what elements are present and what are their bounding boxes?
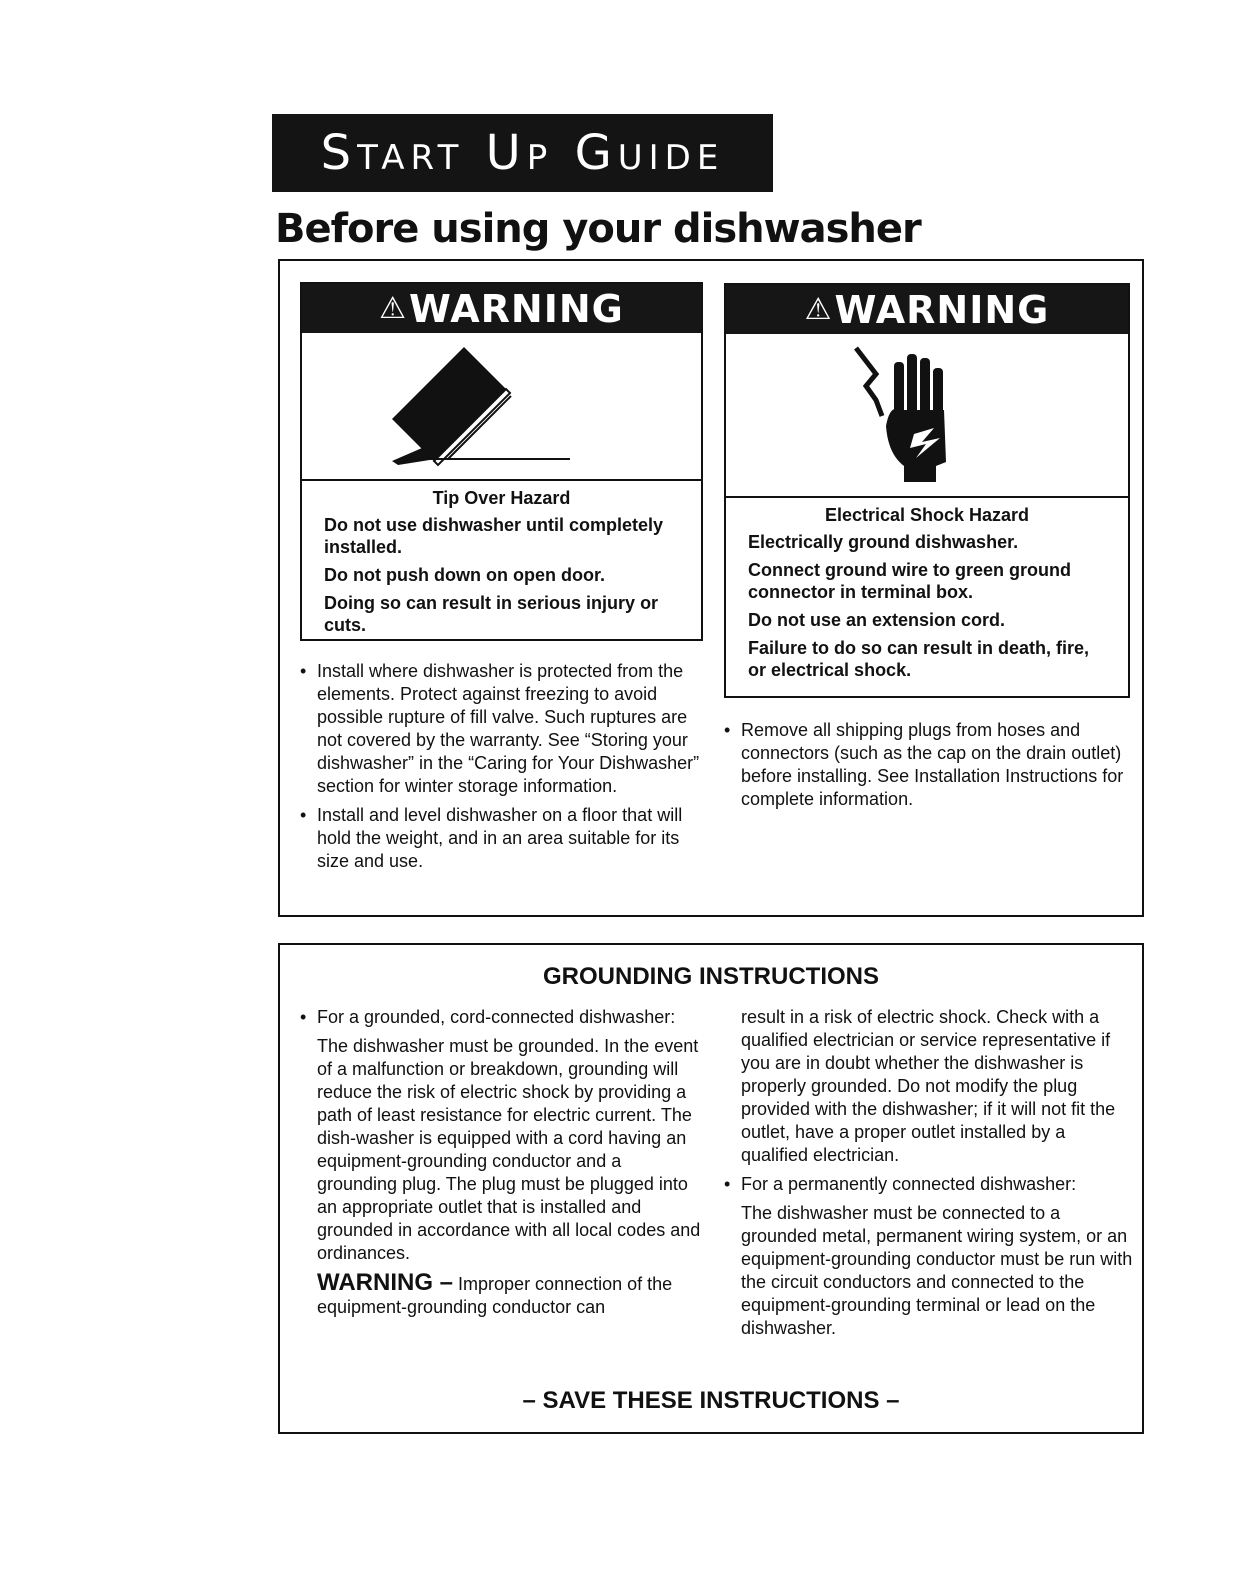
warning-line: Failure to do so can result in death, fire, or electrical shock. bbox=[748, 638, 1090, 680]
list-item: • Remove all shipping plugs from hoses and connectors (such as the cap on the drain outlet) before installing. See Installation Instructions for complete information. bbox=[724, 719, 1128, 811]
cord-body: The dishwasher must be grounded. In the event of a malfunction or breakdown, grounding will reduce the risk of electric shock by providing a path of least resistance for electric current. The dish-washer is equipped with a cord having an equipment-grounding conductor and a grounding plug. The plug must be plugged into an appropriate outlet that is installed and grounded in accordance with all local codes and ordinances. bbox=[317, 1036, 701, 1263]
warning-heading: WARNING bbox=[834, 287, 1050, 332]
warning-header bbox=[726, 285, 1128, 334]
installation-list-right bbox=[724, 719, 1128, 817]
perm-body: The dishwasher must be connected to a grounded metal, permanent wiring system, or an equipment-grounding conductor must be run with the circuit conductors and connected to the equipment-grounding terminal or lead on the dishwasher. bbox=[741, 1203, 1133, 1338]
warning-line: Doing so can result in serious injury or cuts. bbox=[324, 593, 659, 635]
grounding-title: GROUNDING INSTRUCTIONS bbox=[543, 963, 879, 990]
section-title: Before using your dishwasher bbox=[275, 206, 921, 252]
list-item: • For a grounded, cord-connected dishwasher: bbox=[300, 1006, 705, 1029]
banner-title: Start Up Guide bbox=[320, 125, 725, 181]
electrical-shock-warning-box bbox=[724, 283, 1130, 698]
list-item: • For a permanently connected dishwasher: bbox=[724, 1173, 1134, 1196]
tip-over-warning-box bbox=[300, 282, 703, 641]
start-up-guide-banner bbox=[272, 114, 773, 192]
installation-list-left bbox=[300, 660, 710, 879]
list-item: • Install and level dishwasher on a floor that will hold the weight, and in an area suitable for its size and use. bbox=[300, 804, 710, 873]
warning-heading: WARNING bbox=[409, 286, 624, 331]
warning-line: Connect ground wire to green ground connector in terminal box. bbox=[748, 560, 1071, 602]
electrical-shock-hazard-icon bbox=[726, 334, 1128, 498]
list-item: • Install where dishwasher is protected from the elements. Protect against freezing to avoid possible rupture of fill valve. Such ruptures are not covered by the warranty. See “Storing your dishwasher” in the “Caring for Your Dishwasher” section for winter storage information. bbox=[300, 660, 710, 798]
save-instructions: – SAVE THESE INSTRUCTIONS – bbox=[522, 1387, 900, 1414]
grounding-warning bbox=[300, 1271, 705, 1319]
warning-word: WARNING – bbox=[317, 1269, 454, 1296]
warning-triangle-icon: ⚠ bbox=[804, 292, 833, 327]
grounding-column-left bbox=[300, 1006, 705, 1325]
warning-line: Do not push down on open door. bbox=[324, 565, 605, 585]
warning-triangle-icon: ⚠ bbox=[379, 291, 408, 326]
warning-header bbox=[302, 284, 701, 333]
cord-body-continued: result in a risk of electric shock. Check with a qualified electrician or service representative if you are in doubt whether the dishwasher is properly grounded. Do not modify the plug provided with the dishwasher; if it will not fit the outlet, have a proper outlet installed by a qualified electrician. bbox=[741, 1007, 1116, 1165]
warning-line: Do not use an extension cord. bbox=[748, 610, 1006, 630]
grounding-column-right bbox=[724, 1006, 1134, 1346]
tip-over-hazard-icon bbox=[302, 333, 701, 481]
hazard-name: Electrical Shock Hazard bbox=[824, 505, 1030, 525]
warning-text: Improper connection of the equipment-grounding conductor can bbox=[317, 1274, 673, 1317]
hazard-name: Tip Over Hazard bbox=[432, 488, 571, 508]
warning-line: Electrically ground dishwasher. bbox=[748, 532, 1019, 552]
warning-line: Do not use dishwasher until completely installed. bbox=[324, 515, 664, 557]
